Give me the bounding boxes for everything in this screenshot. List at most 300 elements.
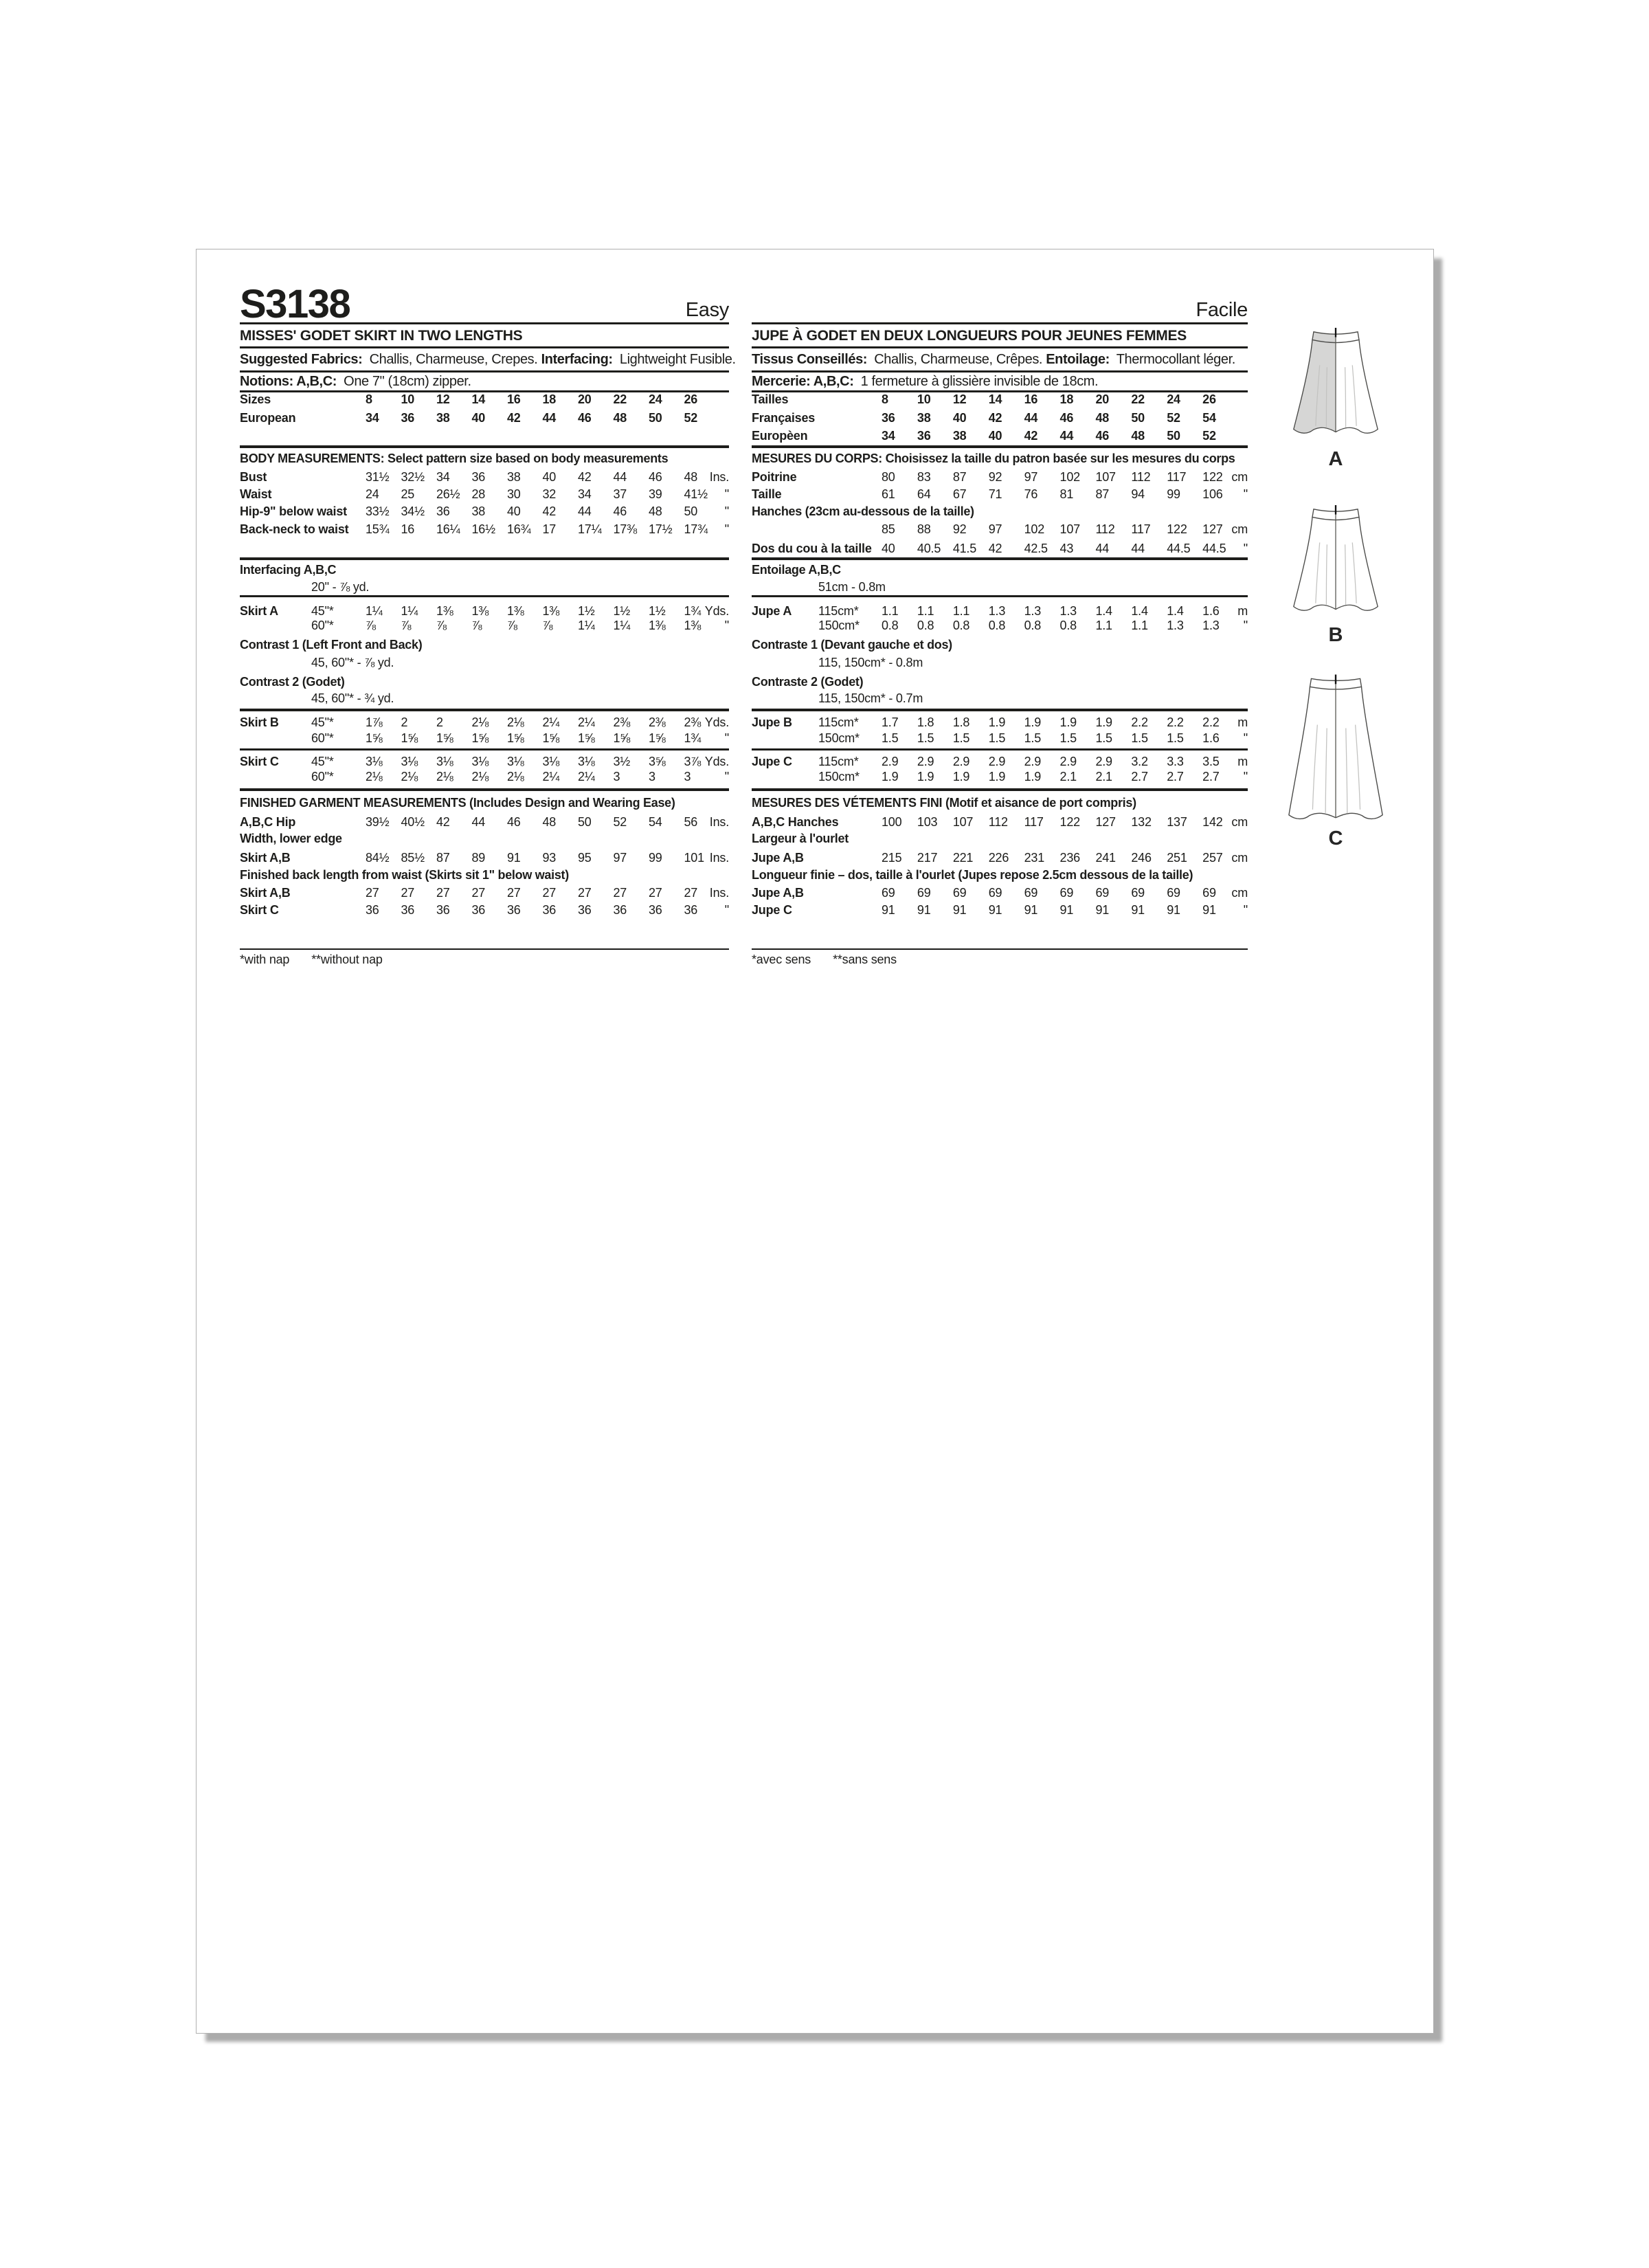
info-text: Challis, Charmeuse, Crêpes. bbox=[871, 351, 1046, 367]
unit-label: Ins. bbox=[709, 886, 729, 900]
size-value: 17 bbox=[542, 522, 557, 536]
size-value: 69 bbox=[988, 886, 1002, 900]
row-label: Jupe A,B bbox=[752, 851, 804, 865]
size-value: 1.3 bbox=[1202, 619, 1220, 632]
size-value: 257 bbox=[1202, 851, 1223, 865]
row-label: Skirt A,B bbox=[240, 851, 291, 865]
size-value: 46 bbox=[1095, 429, 1110, 443]
row-values bbox=[882, 849, 1238, 866]
column-title: MISSES' GODET SKIRT IN TWO LENGTHS bbox=[240, 325, 729, 348]
size-value: 18 bbox=[542, 392, 557, 406]
row-label-line: Contrast 1 (Left Front and Back) bbox=[240, 638, 423, 652]
unit-label: Yds. bbox=[704, 604, 729, 618]
size-value: 122 bbox=[1059, 815, 1080, 829]
size-value: 44 bbox=[578, 504, 592, 518]
size-value: 18 bbox=[1059, 392, 1074, 406]
row-label-line: Contrast 2 (Godet) bbox=[240, 675, 345, 689]
size-value: 32½ bbox=[401, 470, 425, 484]
size-value: 89 bbox=[471, 851, 486, 865]
footnote bbox=[240, 951, 729, 968]
row-values bbox=[882, 768, 1238, 785]
row-label: Skirt A,B bbox=[240, 886, 291, 900]
row-values bbox=[882, 753, 1238, 770]
size-value: 12 bbox=[436, 392, 450, 406]
unit-label: cm bbox=[1231, 886, 1248, 900]
unit-label: m bbox=[1237, 604, 1248, 618]
size-value: 221 bbox=[952, 851, 974, 865]
footnote bbox=[752, 951, 1248, 968]
row-label: Tailles bbox=[752, 392, 789, 406]
size-value: 100 bbox=[882, 815, 902, 829]
size-value: 48 bbox=[684, 470, 698, 484]
unit-label: Ins. bbox=[709, 851, 729, 865]
size-value: 1.5 bbox=[917, 731, 934, 745]
size-value: 41½ bbox=[684, 487, 708, 501]
yardage-note: 115, 150cm* - 0.7m bbox=[818, 691, 923, 705]
size-value: 0.8 bbox=[1024, 619, 1042, 632]
size-value: 137 bbox=[1167, 815, 1187, 829]
size-value: 1.1 bbox=[1131, 619, 1148, 632]
size-value: 1.5 bbox=[1131, 731, 1148, 745]
size-value: 33½ bbox=[366, 504, 390, 518]
size-value: 1.3 bbox=[1167, 619, 1184, 632]
row-label: Jupe A bbox=[752, 604, 792, 618]
row-values bbox=[366, 521, 719, 537]
size-value: 16¼ bbox=[436, 522, 460, 536]
size-value: 102 bbox=[1024, 522, 1045, 536]
size-value: 132 bbox=[1131, 815, 1152, 829]
row-values bbox=[366, 849, 719, 866]
row-label: Poitrine bbox=[752, 470, 797, 484]
size-value: 27 bbox=[578, 886, 592, 900]
size-value: 27 bbox=[649, 886, 662, 900]
size-value: 1.6 bbox=[1202, 604, 1220, 618]
size-value: 1.9 bbox=[1059, 715, 1077, 729]
size-value: 142 bbox=[1202, 815, 1223, 829]
size-value: ⅞ bbox=[542, 619, 553, 632]
size-value: 22 bbox=[1131, 392, 1145, 406]
size-value: 1.7 bbox=[882, 715, 899, 729]
row-values bbox=[882, 902, 1238, 918]
table-row bbox=[752, 540, 1248, 557]
size-value: 56 bbox=[684, 815, 698, 829]
size-value: 44.5 bbox=[1202, 542, 1226, 555]
info-line bbox=[240, 348, 736, 373]
row-label-line: Largeur à l'ourlet bbox=[752, 832, 849, 845]
size-value: 32 bbox=[542, 487, 557, 501]
size-value: 41.5 bbox=[952, 542, 977, 555]
size-value: 44 bbox=[471, 815, 486, 829]
size-value: 2.9 bbox=[882, 755, 899, 768]
row-values bbox=[882, 814, 1238, 830]
skirt-b-illustration bbox=[1289, 504, 1382, 625]
size-value: 1.4 bbox=[1167, 604, 1184, 618]
size-value: 117 bbox=[1024, 815, 1044, 829]
size-value: 16 bbox=[1024, 392, 1038, 406]
size-value: 44 bbox=[1095, 542, 1110, 555]
fabric-width-label: 115cm* bbox=[818, 715, 859, 729]
size-value: 52 bbox=[613, 815, 627, 829]
fabric-width-label: 150cm* bbox=[818, 619, 860, 632]
fabric-width-label: 115cm* bbox=[818, 755, 859, 768]
size-value: 54 bbox=[649, 815, 662, 829]
size-value: 1.4 bbox=[1095, 604, 1112, 618]
size-value: 0.8 bbox=[882, 619, 899, 632]
info-line bbox=[752, 348, 1248, 373]
size-value: 40 bbox=[882, 542, 895, 555]
size-value: 83 bbox=[917, 470, 931, 484]
size-value: 42 bbox=[436, 815, 450, 829]
size-value: 69 bbox=[1024, 886, 1038, 900]
row-label: Skirt C bbox=[240, 755, 279, 768]
row-values bbox=[366, 410, 719, 426]
size-value: 10 bbox=[917, 392, 931, 406]
size-value: 1.9 bbox=[988, 770, 1006, 783]
size-value: ⅞ bbox=[366, 619, 376, 632]
size-value: 2⅜ bbox=[613, 715, 631, 729]
row-label-line: Finished back length from waist (Skirts sit 1" below waist) bbox=[240, 868, 569, 882]
size-value: 2⅛ bbox=[507, 770, 524, 783]
size-value: 42 bbox=[507, 411, 521, 425]
size-value: 27 bbox=[542, 886, 557, 900]
size-value: 24 bbox=[366, 487, 379, 501]
size-value: 3 bbox=[684, 770, 691, 783]
size-value: 1⅜ bbox=[542, 604, 560, 618]
size-value: 69 bbox=[952, 886, 967, 900]
size-value: 61 bbox=[882, 487, 895, 501]
size-value: 127 bbox=[1202, 522, 1223, 536]
yardage-note: 115, 150cm* - 0.8m bbox=[818, 656, 923, 669]
row-label: Bust bbox=[240, 470, 267, 484]
size-value: 42 bbox=[542, 504, 557, 518]
row-values bbox=[882, 730, 1238, 746]
row-values bbox=[366, 617, 719, 634]
unit-label: cm bbox=[1231, 522, 1248, 536]
size-value: 46 bbox=[1059, 411, 1074, 425]
size-value: 2⅛ bbox=[436, 770, 453, 783]
row-values bbox=[882, 617, 1238, 634]
size-value: 0.8 bbox=[917, 619, 934, 632]
size-value: 50 bbox=[1167, 429, 1180, 443]
section-rule bbox=[240, 595, 729, 597]
unit-label: m bbox=[1237, 715, 1248, 729]
row-label: Skirt C bbox=[240, 903, 279, 917]
size-value: 8 bbox=[882, 392, 888, 406]
row-label: Sizes bbox=[240, 392, 271, 406]
size-value: 69 bbox=[1095, 886, 1110, 900]
size-value: 80 bbox=[882, 470, 895, 484]
size-value: 1⅝ bbox=[366, 731, 383, 745]
table-row bbox=[240, 730, 729, 746]
size-value: 2.7 bbox=[1167, 770, 1184, 783]
size-value: 27 bbox=[471, 886, 486, 900]
row-values bbox=[882, 885, 1238, 901]
size-value: 27 bbox=[684, 886, 698, 900]
table-row bbox=[752, 617, 1248, 634]
section-heading: MESURES DES VÉTEMENTS FINI (Motif et aisance de port compris) bbox=[752, 796, 1136, 810]
size-value: 34½ bbox=[401, 504, 425, 518]
size-value: 2⅜ bbox=[684, 715, 702, 729]
footnote-with-nap: *with nap bbox=[240, 953, 290, 966]
size-value: 1.9 bbox=[1024, 770, 1042, 783]
unit-label: " bbox=[724, 487, 729, 501]
size-value: 48 bbox=[1095, 411, 1110, 425]
table-row bbox=[240, 902, 729, 918]
size-value: 50 bbox=[578, 815, 592, 829]
size-value: 38 bbox=[471, 504, 486, 518]
size-value: 3⅛ bbox=[507, 755, 524, 768]
size-value: 1⅜ bbox=[507, 604, 524, 618]
size-value: 36 bbox=[507, 903, 521, 917]
size-value: 69 bbox=[1059, 886, 1074, 900]
size-value: 1¼ bbox=[578, 619, 595, 632]
size-value: 69 bbox=[1167, 886, 1180, 900]
size-value: 27 bbox=[613, 886, 627, 900]
size-value: 226 bbox=[988, 851, 1009, 865]
size-value: 1.5 bbox=[952, 731, 970, 745]
row-values bbox=[882, 714, 1238, 731]
size-value: 16 bbox=[401, 522, 415, 536]
size-value: 52 bbox=[684, 411, 698, 425]
row-label: A,B,C Hip bbox=[240, 815, 296, 829]
size-value: 2.1 bbox=[1095, 770, 1112, 783]
size-value: 3 bbox=[613, 770, 620, 783]
table-row bbox=[752, 885, 1248, 901]
footnote-with-nap: *avec sens bbox=[752, 953, 811, 966]
size-value: 1.9 bbox=[952, 770, 970, 783]
size-value: 46 bbox=[613, 504, 627, 518]
row-values bbox=[882, 427, 1238, 444]
unit-label: " bbox=[724, 504, 729, 518]
table-row bbox=[240, 753, 729, 770]
fabric-width-label: 45"* bbox=[311, 604, 334, 618]
size-value: 3.5 bbox=[1202, 755, 1220, 768]
size-value: 1¾ bbox=[684, 731, 702, 745]
size-value: 27 bbox=[366, 886, 379, 900]
size-value: 1⅝ bbox=[471, 731, 489, 745]
table-row bbox=[752, 753, 1248, 770]
size-value: 69 bbox=[1202, 886, 1216, 900]
row-label: Hip-9" below waist bbox=[240, 504, 347, 518]
size-value: 2¼ bbox=[542, 770, 560, 783]
size-value: 246 bbox=[1131, 851, 1152, 865]
size-value: 50 bbox=[649, 411, 662, 425]
size-value: 46 bbox=[507, 815, 521, 829]
fabric-width-label: 150cm* bbox=[818, 731, 860, 745]
size-value: 1.4 bbox=[1131, 604, 1148, 618]
size-value: 14 bbox=[471, 392, 486, 406]
size-value: 2⅜ bbox=[649, 715, 666, 729]
size-value: 36 bbox=[471, 903, 486, 917]
row-values bbox=[882, 469, 1238, 485]
size-value: 36 bbox=[366, 903, 379, 917]
size-value: 1.1 bbox=[917, 604, 934, 618]
row-values bbox=[366, 885, 719, 901]
size-value: 26 bbox=[684, 392, 698, 406]
unit-label: cm bbox=[1231, 815, 1248, 829]
yardage-note: 45, 60"* - ⅞ yd. bbox=[311, 656, 394, 669]
section-rule bbox=[240, 445, 729, 448]
table-row bbox=[752, 469, 1248, 485]
size-value: 36 bbox=[436, 504, 450, 518]
size-value: 122 bbox=[1167, 522, 1187, 536]
size-value: ⅞ bbox=[436, 619, 447, 632]
table-row bbox=[240, 617, 729, 634]
section-rule bbox=[752, 557, 1248, 560]
unit-label: " bbox=[1243, 619, 1248, 632]
section-rule bbox=[752, 595, 1248, 597]
row-label: Back-neck to waist bbox=[240, 522, 349, 536]
size-value: 38 bbox=[952, 429, 967, 443]
row-label: Dos du cou à la taille bbox=[752, 542, 872, 555]
size-value: 38 bbox=[507, 470, 521, 484]
size-value: 50 bbox=[1131, 411, 1145, 425]
size-value: 1⅜ bbox=[436, 604, 453, 618]
size-value: 117 bbox=[1131, 522, 1151, 536]
size-value: 1.1 bbox=[882, 604, 899, 618]
size-value: ⅞ bbox=[401, 619, 412, 632]
size-value: 14 bbox=[988, 392, 1002, 406]
size-value: 48 bbox=[613, 411, 627, 425]
table-row bbox=[752, 391, 1248, 408]
info-text: 1 fermeture à glissière invisible de 18cm. bbox=[857, 374, 1099, 389]
unit-label: " bbox=[724, 770, 729, 783]
size-value: 2.9 bbox=[1095, 755, 1112, 768]
size-value: 3⅝ bbox=[649, 755, 666, 768]
footnote-without-nap: **without nap bbox=[311, 953, 383, 966]
row-label-line: Contraste 2 (Godet) bbox=[752, 675, 864, 689]
section-rule bbox=[752, 748, 1248, 751]
size-value: 1⅝ bbox=[507, 731, 524, 745]
size-value: 42 bbox=[1024, 429, 1038, 443]
size-value: 3.2 bbox=[1131, 755, 1148, 768]
footnote-without-nap: **sans sens bbox=[833, 953, 897, 966]
size-value: 27 bbox=[436, 886, 450, 900]
size-value: 40 bbox=[952, 411, 967, 425]
table-row bbox=[240, 814, 729, 830]
info-term: Suggested Fabrics: bbox=[240, 351, 363, 367]
unit-label: " bbox=[1243, 903, 1248, 917]
size-value: 40 bbox=[988, 429, 1002, 443]
size-value: 3⅛ bbox=[401, 755, 418, 768]
row-label: Jupe A,B bbox=[752, 886, 804, 900]
difficulty-label: Easy bbox=[685, 299, 729, 321]
size-value: 1.9 bbox=[1095, 715, 1112, 729]
size-value: 1.5 bbox=[1167, 731, 1184, 745]
size-value: 1.5 bbox=[988, 731, 1006, 745]
view-c-label: C bbox=[1328, 827, 1343, 849]
size-value: 1¼ bbox=[613, 619, 631, 632]
size-value: 44 bbox=[1131, 542, 1145, 555]
size-value: 106 bbox=[1202, 487, 1223, 501]
size-value: 1⅞ bbox=[366, 715, 383, 729]
unit-label: " bbox=[724, 903, 729, 917]
size-value: 2⅛ bbox=[366, 770, 383, 783]
size-value: 0.8 bbox=[988, 619, 1006, 632]
size-value: 94 bbox=[1131, 487, 1145, 501]
size-value: 16¾ bbox=[507, 522, 531, 536]
size-value: 3.3 bbox=[1167, 755, 1184, 768]
size-value: 69 bbox=[1131, 886, 1145, 900]
row-label: Jupe B bbox=[752, 715, 792, 729]
fabric-width-label: 115cm* bbox=[818, 604, 859, 618]
size-value: 36 bbox=[471, 470, 486, 484]
skirt-a-drawing bbox=[1289, 326, 1382, 445]
table-row bbox=[240, 849, 729, 866]
size-value: 1.5 bbox=[1095, 731, 1112, 745]
size-value: 3⅞ bbox=[684, 755, 702, 768]
size-value: 40 bbox=[542, 470, 557, 484]
unit-label: " bbox=[724, 731, 729, 745]
size-value: 1.3 bbox=[1024, 604, 1042, 618]
row-label: Skirt A bbox=[240, 604, 278, 618]
section-rule bbox=[752, 445, 1248, 448]
size-value: 2.1 bbox=[1059, 770, 1077, 783]
size-value: 1¾ bbox=[684, 604, 702, 618]
size-value: 1.5 bbox=[1059, 731, 1077, 745]
size-value: 38 bbox=[436, 411, 450, 425]
size-value: 31½ bbox=[366, 470, 390, 484]
size-value: 1⅝ bbox=[613, 731, 631, 745]
size-value: 27 bbox=[507, 886, 521, 900]
size-value: 107 bbox=[1095, 470, 1116, 484]
size-value: 2 bbox=[436, 715, 443, 729]
size-value: 97 bbox=[988, 522, 1002, 536]
size-value: 42 bbox=[578, 470, 592, 484]
unit-label: " bbox=[724, 522, 729, 536]
table-row bbox=[240, 391, 729, 408]
size-value: 1.3 bbox=[988, 604, 1006, 618]
size-value: 16½ bbox=[471, 522, 495, 536]
size-value: 99 bbox=[649, 851, 662, 865]
unit-label: " bbox=[1243, 487, 1248, 501]
size-value: 36 bbox=[436, 903, 450, 917]
size-value: 91 bbox=[1202, 903, 1216, 917]
row-values bbox=[882, 391, 1238, 408]
row-label: Europèen bbox=[752, 429, 808, 443]
fabric-width-label: 60"* bbox=[311, 770, 334, 783]
size-value: 1.5 bbox=[1024, 731, 1042, 745]
size-value: 34 bbox=[366, 411, 379, 425]
table-row bbox=[240, 486, 729, 502]
size-value: 112 bbox=[988, 815, 1008, 829]
size-value: 52 bbox=[1167, 411, 1180, 425]
fabric-width-label: 60"* bbox=[311, 619, 334, 632]
size-value: 91 bbox=[507, 851, 521, 865]
size-value: 2.2 bbox=[1167, 715, 1184, 729]
row-label: Taille bbox=[752, 487, 782, 501]
table-row bbox=[752, 521, 1248, 537]
size-value: 3⅛ bbox=[471, 755, 489, 768]
size-value: 1½ bbox=[613, 604, 631, 618]
section-rule bbox=[240, 748, 729, 751]
info-line bbox=[240, 373, 729, 392]
size-value: 40 bbox=[507, 504, 521, 518]
size-value: 34 bbox=[436, 470, 450, 484]
row-values bbox=[366, 768, 719, 785]
size-value: ⅞ bbox=[471, 619, 482, 632]
size-value: 93 bbox=[542, 851, 557, 865]
section-rule bbox=[752, 709, 1248, 711]
size-value: 64 bbox=[917, 487, 931, 501]
row-label-line: Contraste 1 (Devant gauche et dos) bbox=[752, 638, 952, 652]
pattern-instruction-sheet bbox=[196, 249, 1434, 2034]
size-value: 91 bbox=[1024, 903, 1038, 917]
brand-row bbox=[752, 276, 1248, 324]
size-value: 91 bbox=[1095, 903, 1110, 917]
size-value: 76 bbox=[1024, 487, 1038, 501]
size-value: 1.9 bbox=[988, 715, 1006, 729]
